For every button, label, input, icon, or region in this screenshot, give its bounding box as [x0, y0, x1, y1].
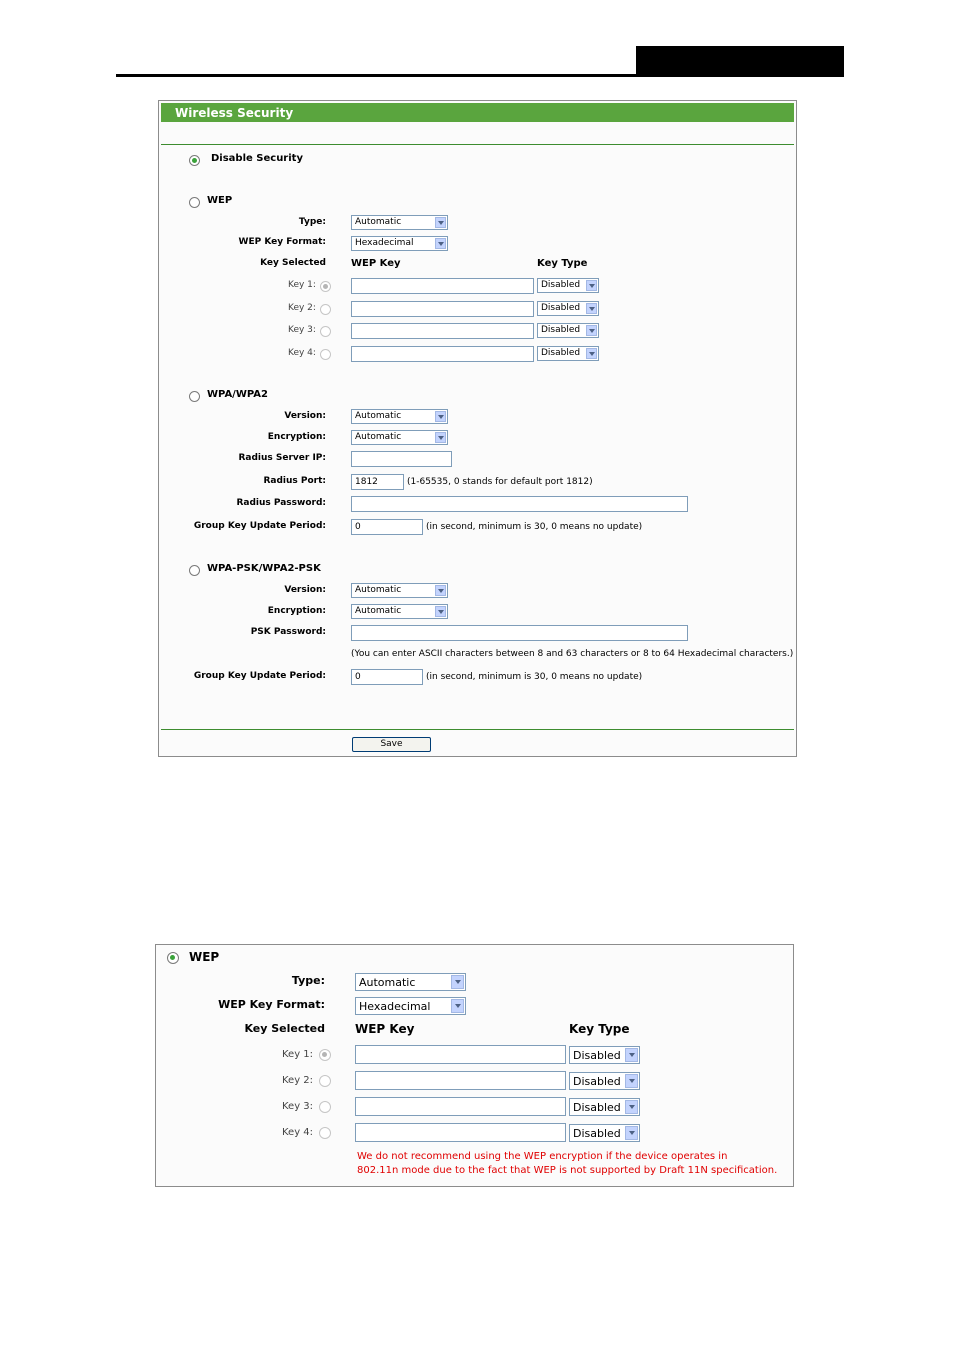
chevron-down-icon: [586, 348, 597, 359]
chevron-down-icon: [451, 999, 464, 1013]
chevron-down-icon: [435, 217, 446, 228]
wep-section-label: WEP: [207, 195, 233, 206]
key4-label-2: Key 4:: [282, 1127, 314, 1138]
wpa-group-key-label: Group Key Update Period:: [193, 521, 326, 531]
chevron-down-icon: [435, 606, 446, 617]
key1-label-2: Key 1:: [282, 1049, 314, 1060]
header-rule: [116, 74, 636, 77]
save-button[interactable]: Save: [352, 737, 431, 752]
chevron-down-icon: [625, 1100, 638, 1114]
key1-type-select[interactable]: Disabled: [537, 278, 599, 293]
key3-radio-2[interactable]: [319, 1101, 331, 1113]
chevron-down-icon: [451, 975, 464, 989]
wpa-version-label: Version:: [284, 411, 326, 421]
chevron-down-icon: [435, 238, 446, 249]
wep-type-select[interactable]: Automatic: [351, 215, 448, 230]
key3-label: Key 3:: [288, 325, 316, 335]
key4-input[interactable]: [351, 346, 534, 362]
wep-key-header-2: WEP Key: [355, 1022, 415, 1036]
chevron-down-icon: [586, 303, 597, 314]
psk-encryption-select[interactable]: Automatic: [351, 604, 448, 619]
psk-version-select[interactable]: Automatic: [351, 583, 448, 598]
wep-radio[interactable]: [189, 197, 200, 208]
wep-type-label: Type:: [298, 217, 326, 227]
key4-type-select[interactable]: Disabled: [537, 346, 599, 361]
key-type-header-2: Key Type: [569, 1022, 630, 1036]
psk-password-hint: (You can enter ASCII characters between 8 and 63 characters or 8 to 64 Hexadecimal characters.): [351, 649, 794, 659]
wep-key-format-label: WEP Key Format:: [238, 237, 326, 247]
chevron-down-icon: [435, 432, 446, 443]
wpa-encryption-select[interactable]: Automatic: [351, 430, 448, 445]
key3-input-2[interactable]: [355, 1097, 566, 1116]
radius-server-ip-input[interactable]: [351, 451, 452, 467]
key2-type-select-2[interactable]: Disabled: [569, 1072, 640, 1090]
key2-label-2: Key 2:: [282, 1075, 314, 1086]
psk-password-input[interactable]: [351, 625, 688, 641]
psk-version-label: Version:: [284, 585, 326, 595]
key4-label: Key 4:: [288, 348, 316, 358]
psk-password-label: PSK Password:: [250, 627, 326, 637]
key-selected-header: Key Selected: [260, 258, 326, 268]
psk-encryption-label: Encryption:: [267, 606, 326, 616]
wpa-group-key-input[interactable]: 0: [351, 519, 423, 535]
disable-security-label: Disable Security: [211, 153, 303, 164]
key1-input-2[interactable]: [355, 1045, 566, 1064]
key2-type-select[interactable]: Disabled: [537, 301, 599, 316]
key3-label-2: Key 3:: [282, 1101, 314, 1112]
wpa-radio[interactable]: [189, 391, 200, 402]
key2-input-2[interactable]: [355, 1071, 566, 1090]
key4-radio-2[interactable]: [319, 1127, 331, 1139]
chevron-down-icon: [625, 1074, 638, 1088]
wpa-group-key-hint: (in second, minimum is 30, 0 means no update): [426, 522, 643, 532]
wep-detail-panel: [155, 944, 794, 1187]
disable-security-radio[interactable]: [189, 155, 200, 166]
key1-label: Key 1:: [288, 280, 316, 290]
wep-section-label-2: WEP: [189, 950, 220, 964]
wpa-encryption-label: Encryption:: [267, 432, 326, 442]
chevron-down-icon: [625, 1126, 638, 1140]
key3-radio[interactable]: [320, 326, 331, 337]
wpa-section-label: WPA/WPA2: [207, 389, 268, 400]
chevron-down-icon: [435, 585, 446, 596]
key1-radio[interactable]: [320, 281, 331, 292]
chevron-down-icon: [435, 411, 446, 422]
wpa-psk-section-label: WPA-PSK/WPA2-PSK: [207, 563, 321, 574]
wep-warning-line1: We do not recommend using the WEP encryption if the device operates in: [357, 1151, 728, 1162]
key4-type-select-2[interactable]: Disabled: [569, 1124, 640, 1142]
wireless-security-panel: [158, 100, 797, 757]
wep-radio-2[interactable]: [167, 952, 179, 964]
key4-radio[interactable]: [320, 349, 331, 360]
psk-group-key-hint: (in second, minimum is 30, 0 means no update): [426, 672, 643, 682]
radius-server-ip-label: Radius Server IP:: [238, 453, 326, 463]
wep-key-format-select[interactable]: Hexadecimal: [351, 236, 448, 251]
radius-password-input[interactable]: [351, 496, 688, 512]
key2-radio-2[interactable]: [319, 1075, 331, 1087]
key3-type-select-2[interactable]: Disabled: [569, 1098, 640, 1116]
psk-group-key-label: Group Key Update Period:: [193, 671, 326, 681]
psk-group-key-input[interactable]: 0: [351, 669, 423, 685]
wep-warning: [357, 1150, 777, 1178]
radius-port-hint: (1-65535, 0 stands for default port 1812): [407, 477, 593, 487]
wep-key-format-label-2: WEP Key Format:: [218, 998, 325, 1011]
key2-radio[interactable]: [320, 304, 331, 315]
key4-input-2[interactable]: [355, 1123, 566, 1142]
chevron-down-icon: [625, 1048, 638, 1062]
wep-type-select-2[interactable]: Automatic: [355, 973, 466, 991]
title-divider: [161, 144, 794, 145]
radius-port-input[interactable]: 1812: [351, 474, 404, 490]
key1-input[interactable]: [351, 278, 534, 294]
key1-radio-2[interactable]: [319, 1049, 331, 1061]
footer-divider: [161, 729, 794, 730]
radius-port-label: Radius Port:: [263, 476, 326, 486]
chevron-down-icon: [586, 280, 597, 291]
header-block: [636, 46, 844, 77]
key1-type-select-2[interactable]: Disabled: [569, 1046, 640, 1064]
wpa-version-select[interactable]: Automatic: [351, 409, 448, 424]
wep-key-format-select-2[interactable]: Hexadecimal: [355, 997, 466, 1015]
radius-password-label: Radius Password:: [236, 498, 326, 508]
key2-input[interactable]: [351, 301, 534, 317]
key-type-header: Key Type: [537, 258, 588, 269]
wep-warning-line2: 802.11n mode due to the fact that WEP is not supported by Draft 11N specification.: [357, 1165, 778, 1176]
key3-input[interactable]: [351, 323, 534, 339]
key3-type-select[interactable]: Disabled: [537, 323, 599, 338]
chevron-down-icon: [586, 325, 597, 336]
wpa-psk-radio[interactable]: [189, 565, 200, 576]
key-selected-header-2: Key Selected: [244, 1022, 325, 1035]
wep-key-header: WEP Key: [351, 258, 401, 269]
wep-type-label-2: Type:: [291, 974, 325, 987]
panel-title-bar: [161, 103, 794, 122]
key2-label: Key 2:: [288, 303, 316, 313]
panel-title: Wireless Security: [175, 106, 294, 120]
